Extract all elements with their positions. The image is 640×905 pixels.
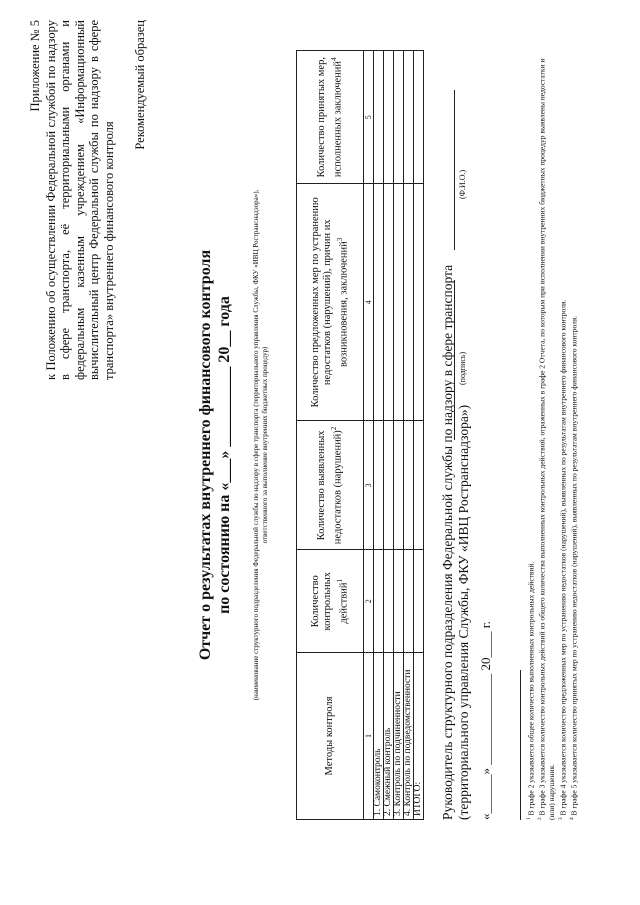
footnote-text: В графе 4 указывается количество предложенных мер по устранению недостатков (нарушений), выявленных по результатам внутреннего финансового контроля. — [558, 299, 567, 816]
footnote-text: В графе 5 указывается количество принятых мер по устранению недостатков (нарушений), выявленных по результатам внутреннего финансового контроля. — [569, 315, 578, 816]
appendix-text: к Положению об осуществлении Федеральной службой по надзору в сфере транспорта, её территориальными органами и федеральным казенным учреждением «Информационный вычислительный центр Федеральной службы по надзору в сфере транспорта» внутреннего финансового контроля — [43, 20, 116, 380]
empty-cell — [394, 421, 404, 550]
empty-cell — [374, 550, 384, 653]
empty-cell — [414, 51, 424, 184]
empty-cell — [374, 421, 384, 550]
footnote-ref-3: 3 — [334, 237, 344, 242]
empty-cell — [384, 550, 394, 653]
empty-cell — [404, 184, 414, 421]
signature-caption: (подпись) — [458, 351, 467, 385]
head-of-unit-line2: (территориального управления Службы, ФКУ «ИВЦ Ространснадзора») — [456, 404, 471, 820]
footnote-item — [525, 40, 536, 820]
footnote-mark: 1 — [526, 817, 532, 820]
table-row-total — [414, 51, 424, 820]
recommended-sample-label: Рекомендуемый образец — [133, 20, 147, 150]
column-number: 4 — [364, 184, 374, 421]
name-caption: (Ф.И.О.) — [458, 169, 467, 199]
footnote-text: В графе 3 указывается количество контрольных действий из общего количества выполненных контрольных действий, отраженных в графе 2 Отчета, по которым при исполнении внутренних бюджетных процедур выявлены недостатки и (или) нарушения. — [537, 58, 556, 820]
header-control-actions — [297, 550, 364, 653]
empty-cell — [404, 421, 414, 550]
header-proposed-measures-label: Количество предложенных мер по устранению недостатков (нарушений), причин их возникновения, заключений — [309, 197, 350, 408]
empty-cell — [374, 184, 384, 421]
head-of-unit-line1: Руководитель структурного подразделения Федеральной службы по надзору в сфере транспорта — [440, 264, 455, 820]
empty-cell — [414, 421, 424, 550]
header-taken-measures-label: Количество принятых мер, исполненных заключений — [315, 57, 344, 178]
signature-line — [454, 280, 455, 440]
empty-cell — [414, 550, 424, 653]
header-proposed-measures — [297, 184, 364, 421]
report-subtitle-line2: ответственного за выполнение внутренних бюджетных процедур) — [260, 346, 269, 544]
appendix-number: Приложение № 5 — [28, 20, 42, 112]
report-title-line1: Отчет о результатах внутреннего финансового контроля — [197, 249, 214, 661]
column-number: 3 — [364, 421, 374, 550]
footnote-mark: 4 — [568, 817, 575, 820]
header-taken-measures — [297, 51, 364, 184]
empty-cell — [404, 550, 414, 653]
row-label: 1. Самоконтроль — [374, 653, 384, 820]
row-label-total: ИТОГО: — [414, 653, 424, 820]
empty-cell — [414, 184, 424, 421]
table-header-row — [297, 51, 364, 820]
header-methods-label: Методы контроля — [324, 696, 335, 776]
footnote-mark: 3 — [557, 817, 564, 820]
row-label: 3. Контроль по подчиненности — [394, 653, 404, 820]
name-line — [454, 90, 455, 250]
table-row — [374, 51, 384, 820]
table-row — [404, 51, 414, 820]
column-number-row — [364, 51, 374, 820]
report-title-line2: по состоянию на «___» __________ 20__ года — [216, 296, 233, 614]
empty-cell — [384, 51, 394, 184]
footnote-item — [557, 40, 568, 820]
column-number: 5 — [364, 51, 374, 184]
footnotes — [525, 40, 579, 820]
footnote-ref-1: 1 — [334, 578, 344, 583]
report-title — [196, 185, 234, 725]
footnote-ref-4: 4 — [328, 57, 338, 61]
row-label: 4. Контроль по подведомственности — [404, 653, 414, 820]
report-subtitle — [252, 65, 269, 825]
footnote-item — [568, 40, 579, 820]
header-control-actions-label: Количество контрольных действий — [309, 572, 350, 631]
footnote-divider — [520, 670, 521, 820]
row-label: 2. Смежный контроль — [384, 653, 394, 820]
empty-cell — [384, 421, 394, 550]
footnote-item — [536, 40, 557, 820]
header-found-deficiencies — [297, 421, 364, 550]
empty-cell — [394, 51, 404, 184]
empty-cell — [374, 51, 384, 184]
report-subtitle-line1: (наименование структурного подразделения Федеральной службы по надзору в сфере транспорта (территориального управления Службы, ФКУ «ИВЦ Ространснадзора»), — [252, 189, 260, 701]
footnote-text: В графе 2 указывается общее количество выполненных контрольных действий. — [526, 561, 536, 816]
appendix-block — [28, 20, 116, 380]
head-of-unit-block — [440, 100, 472, 820]
header-methods — [297, 653, 364, 820]
column-number: 1 — [364, 653, 374, 820]
date-line: «______» ______________ 20____ г. — [478, 621, 493, 820]
control-results-table — [296, 50, 424, 820]
empty-cell — [384, 184, 394, 421]
empty-cell — [394, 550, 404, 653]
header-found-deficiencies-label: Количество выявленных недостатков (нарушений) — [315, 430, 344, 545]
empty-cell — [394, 184, 404, 421]
table-row — [394, 51, 404, 820]
table-row — [384, 51, 394, 820]
column-number: 2 — [364, 550, 374, 653]
footnote-ref-2: 2 — [328, 426, 338, 431]
footnote-mark: 2 — [537, 817, 543, 820]
empty-cell — [404, 51, 414, 184]
